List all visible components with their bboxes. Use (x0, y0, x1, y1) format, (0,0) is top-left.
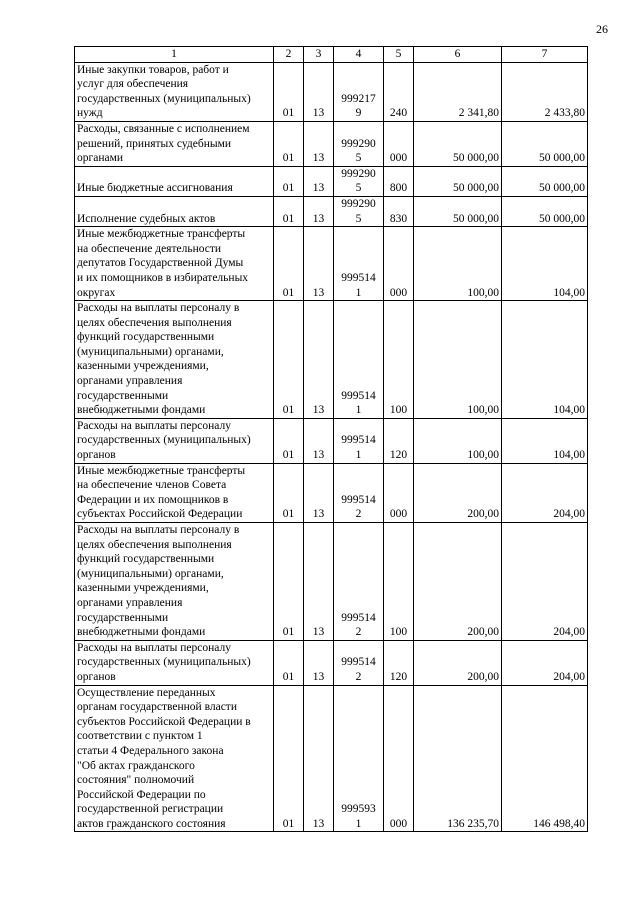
row-subsection-cell: 13 (304, 121, 334, 166)
table-row (75, 640, 588, 685)
table-row (75, 418, 588, 463)
row-expense-type-cell: 100 (384, 523, 414, 641)
row-subsection-cell: 13 (304, 523, 334, 641)
row-target-code-cell: 999514 1 (334, 227, 384, 301)
row-amount-year2-cell: 146 498,40 (502, 685, 588, 832)
header-cell: 4 (334, 47, 384, 63)
row-amount-year1-cell: 136 235,70 (414, 685, 502, 832)
row-subsection-cell: 13 (304, 301, 334, 419)
row-amount-year1-cell: 200,00 (414, 463, 502, 522)
row-amount-year1-cell: 100,00 (414, 227, 502, 301)
row-subsection-cell: 13 (304, 227, 334, 301)
row-target-code-cell: 999514 2 (334, 523, 384, 641)
row-name-cell: Осуществление переданных органам государственной власти субъектов Российской Федерации в соответствии с пунктом 1 статьи 4 Федерального закона "Об актах гражданского состояния" полномочий Российской Федерации по государственной регистрации актов гражданского состояния (75, 685, 274, 832)
row-section-cell: 01 (274, 121, 304, 166)
row-section-cell: 01 (274, 196, 304, 226)
row-expense-type-cell: 240 (384, 62, 414, 121)
row-expense-type-cell: 100 (384, 301, 414, 419)
row-amount-year2-cell: 50 000,00 (502, 196, 588, 226)
row-amount-year2-cell: 204,00 (502, 523, 588, 641)
row-amount-year2-cell: 50 000,00 (502, 121, 588, 166)
row-name-cell: Иные межбюджетные трансферты на обеспечение деятельности депутатов Государственной Думы и их помощников в избирательных округах (75, 227, 274, 301)
row-amount-year1-cell: 200,00 (414, 523, 502, 641)
row-subsection-cell: 13 (304, 685, 334, 832)
row-target-code-cell: 999290 5 (334, 196, 384, 226)
row-name-cell: Расходы на выплаты персоналу в целях обеспечения выполнения функций государственными (муниципальными) органами, казенными учреждениями, органами управления государственными внебюджетными фондами (75, 523, 274, 641)
row-target-code-cell: 999514 2 (334, 463, 384, 522)
row-amount-year1-cell: 200,00 (414, 640, 502, 685)
row-name-cell: Иные закупки товаров, работ и услуг для обеспечения государственных (муниципальных) нужд (75, 62, 274, 121)
row-expense-type-cell: 120 (384, 640, 414, 685)
table-row (75, 463, 588, 522)
row-expense-type-cell: 830 (384, 196, 414, 226)
row-subsection-cell: 13 (304, 196, 334, 226)
header-cell: 5 (384, 47, 414, 63)
row-expense-type-cell: 000 (384, 121, 414, 166)
row-amount-year1-cell: 50 000,00 (414, 121, 502, 166)
table-row (75, 121, 588, 166)
row-section-cell: 01 (274, 418, 304, 463)
row-subsection-cell: 13 (304, 166, 334, 196)
row-amount-year2-cell: 104,00 (502, 227, 588, 301)
row-section-cell: 01 (274, 685, 304, 832)
row-amount-year1-cell: 100,00 (414, 418, 502, 463)
header-cell: 2 (274, 47, 304, 63)
row-target-code-cell: 999514 2 (334, 640, 384, 685)
table-row (75, 62, 588, 121)
row-name-cell: Расходы, связанные с исполнением решений, принятых судебными органами (75, 121, 274, 166)
header-cell: 7 (502, 47, 588, 63)
row-subsection-cell: 13 (304, 418, 334, 463)
header-row (75, 47, 588, 63)
row-expense-type-cell: 000 (384, 227, 414, 301)
row-amount-year2-cell: 104,00 (502, 418, 588, 463)
row-expense-type-cell: 000 (384, 685, 414, 832)
row-subsection-cell: 13 (304, 640, 334, 685)
table-row (75, 227, 588, 301)
table-row (75, 196, 588, 226)
row-amount-year2-cell: 104,00 (502, 301, 588, 419)
row-name-cell: Иные бюджетные ассигнования (75, 166, 274, 196)
page-number: 26 (596, 22, 608, 36)
row-target-code-cell: 999290 5 (334, 121, 384, 166)
row-amount-year1-cell: 50 000,00 (414, 196, 502, 226)
row-section-cell: 01 (274, 227, 304, 301)
row-section-cell: 01 (274, 62, 304, 121)
row-subsection-cell: 13 (304, 463, 334, 522)
row-target-code-cell: 999514 1 (334, 418, 384, 463)
row-section-cell: 01 (274, 166, 304, 196)
table-row (75, 523, 588, 641)
row-amount-year1-cell: 50 000,00 (414, 166, 502, 196)
row-name-cell: Расходы на выплаты персоналу государственных (муниципальных) органов (75, 640, 274, 685)
row-target-code-cell: 999290 5 (334, 166, 384, 196)
header-cell: 3 (304, 47, 334, 63)
row-name-cell: Расходы на выплаты персоналу государственных (муниципальных) органов (75, 418, 274, 463)
header-cell: 1 (75, 47, 274, 63)
row-amount-year2-cell: 204,00 (502, 463, 588, 522)
row-amount-year2-cell: 204,00 (502, 640, 588, 685)
table-row (75, 166, 588, 196)
row-name-cell: Расходы на выплаты персоналу в целях обеспечения выполнения функций государственными (муниципальными) органами, казенными учреждениями, органами управления государственными внебюджетными фондами (75, 301, 274, 419)
row-name-cell: Иные межбюджетные трансферты на обеспечение членов Совета Федерации и их помощников в субъектах Российской Федерации (75, 463, 274, 522)
row-expense-type-cell: 000 (384, 463, 414, 522)
row-name-cell: Исполнение судебных актов (75, 196, 274, 226)
row-section-cell: 01 (274, 523, 304, 641)
row-subsection-cell: 13 (304, 62, 334, 121)
table-row (75, 685, 588, 832)
row-amount-year1-cell: 100,00 (414, 301, 502, 419)
row-amount-year2-cell: 2 433,80 (502, 62, 588, 121)
row-expense-type-cell: 800 (384, 166, 414, 196)
row-target-code-cell: 999593 1 (334, 685, 384, 832)
header-cell: 6 (414, 47, 502, 63)
row-section-cell: 01 (274, 463, 304, 522)
row-expense-type-cell: 120 (384, 418, 414, 463)
row-section-cell: 01 (274, 301, 304, 419)
row-amount-year2-cell: 50 000,00 (502, 166, 588, 196)
row-target-code-cell: 999514 1 (334, 301, 384, 419)
budget-table (74, 46, 588, 832)
row-section-cell: 01 (274, 640, 304, 685)
row-target-code-cell: 999217 9 (334, 62, 384, 121)
row-amount-year1-cell: 2 341,80 (414, 62, 502, 121)
table-row (75, 301, 588, 419)
